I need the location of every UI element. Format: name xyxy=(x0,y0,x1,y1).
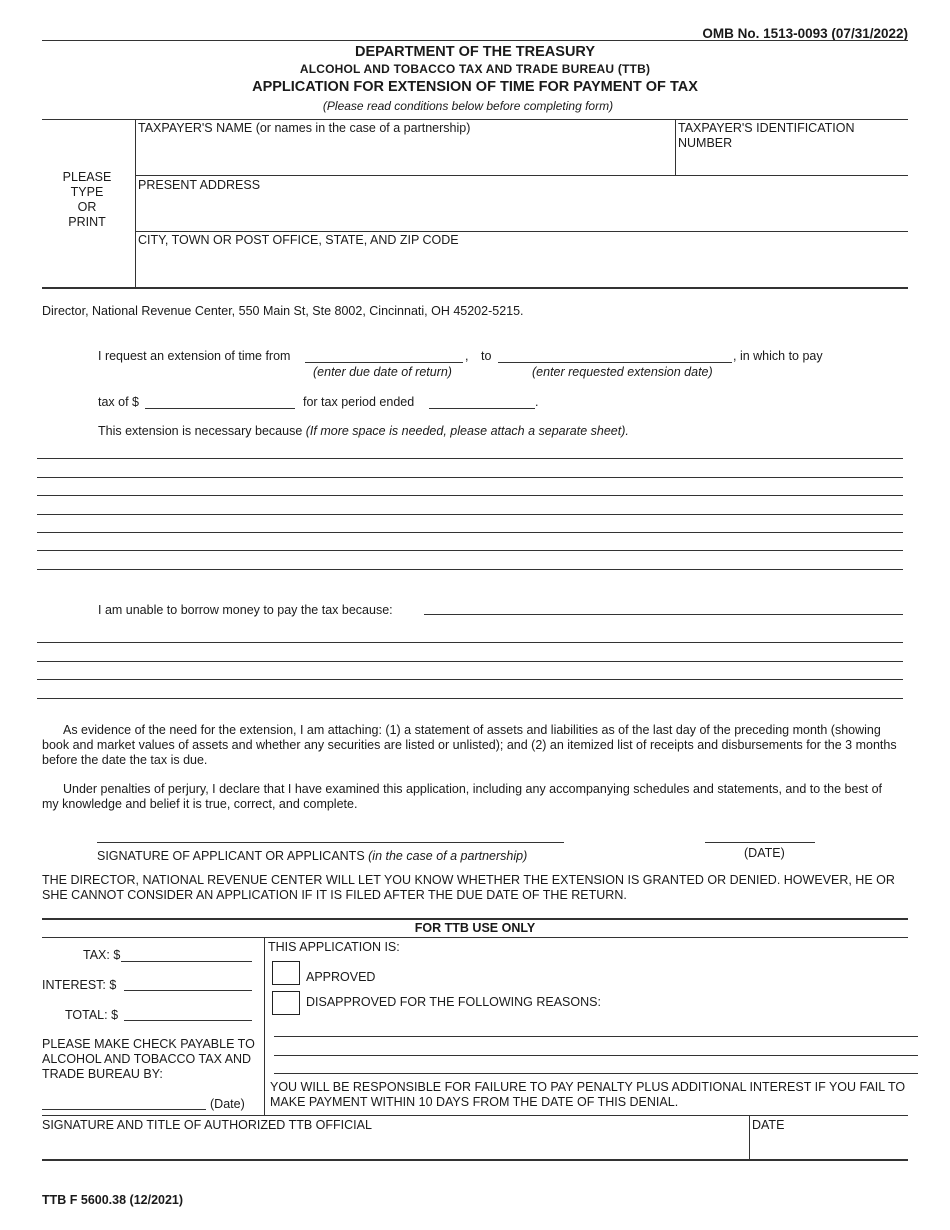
reason-line-7[interactable] xyxy=(37,569,903,570)
ttb-section-top xyxy=(42,918,908,920)
form-title: APPLICATION FOR EXTENSION OF TIME FOR PAYMENT OF TAX xyxy=(252,79,698,95)
tax-of-label: tax of $ xyxy=(98,395,139,409)
borrow-label: I am unable to borrow money to pay the tax because: xyxy=(98,603,393,617)
please-type-line-2: TYPE xyxy=(70,185,104,199)
form-subtitle: (Please read conditions below before completing form) xyxy=(322,99,614,113)
ttb-interest-label: INTEREST: $ xyxy=(42,978,117,992)
request-comma: , xyxy=(465,349,469,363)
taxpayer-name-label: TAXPAYER'S NAME (or names in the case of a partnership) xyxy=(138,121,471,135)
city-state-zip-field[interactable] xyxy=(138,250,904,284)
please-type-or-print xyxy=(42,170,132,230)
applicant-date-field[interactable] xyxy=(705,842,815,843)
reason-line-6[interactable] xyxy=(37,550,903,551)
perjury-paragraph: Under penalties of perjury, I declare that I have examined this application, including any accompanying schedules and statements, and to the best of my knowledge and belief it is true, correct, and complete. xyxy=(42,782,883,811)
city-state-zip-label: CITY, TOWN OR POST OFFICE, STATE, AND ZIP CODE xyxy=(138,233,459,247)
taxpayer-box-divider xyxy=(135,119,136,287)
borrow-line-4[interactable] xyxy=(37,679,903,680)
taxpayer-box-bottom xyxy=(42,287,908,289)
disapproval-reason-line-2[interactable] xyxy=(274,1055,918,1056)
please-type-line-3: OR xyxy=(77,200,97,214)
reason-line-5[interactable] xyxy=(37,532,903,533)
borrow-line-5[interactable] xyxy=(37,698,903,699)
official-date-divider xyxy=(749,1115,750,1159)
official-signature-label: SIGNATURE AND TITLE OF AUTHORIZED TTB OFFICIAL xyxy=(42,1118,372,1132)
please-type-line-4: PRINT xyxy=(68,215,106,229)
request-suffix: , in which to pay xyxy=(733,349,823,363)
ttb-payable-date-field[interactable] xyxy=(42,1109,206,1110)
reason-line-1[interactable] xyxy=(37,458,903,459)
ttb-payable-date-label: (Date) xyxy=(210,1097,245,1111)
taxpayer-box-top xyxy=(42,119,908,120)
ttb-interest-field[interactable] xyxy=(124,990,252,991)
tax-period-label: for tax period ended xyxy=(303,395,415,409)
department-heading: DEPARTMENT OF THE TREASURY xyxy=(354,44,596,60)
present-address-field[interactable] xyxy=(138,195,904,228)
borrow-line-2[interactable] xyxy=(37,642,903,643)
tax-period-period: . xyxy=(535,395,539,409)
director-address: Director, National Revenue Center, 550 Main St, Ste 8002, Cincinnati, OH 45202-5215. xyxy=(42,304,524,318)
address-row-bottom xyxy=(135,231,908,232)
disapproved-label: DISAPPROVED FOR THE FOLLOWING REASONS: xyxy=(306,995,601,1009)
extension-date-field[interactable] xyxy=(498,362,732,363)
borrow-line-1[interactable] xyxy=(424,614,903,615)
ttb-use-heading: FOR TTB USE ONLY xyxy=(414,921,536,935)
application-is-label: THIS APPLICATION IS: xyxy=(268,940,400,954)
approved-checkbox[interactable] xyxy=(272,961,300,985)
ttb-tax-field[interactable] xyxy=(121,961,252,962)
official-date-label: DATE xyxy=(752,1118,785,1132)
official-row-top xyxy=(42,1115,908,1116)
ttb-check-payable: PLEASE MAKE CHECK PAYABLE TO ALCOHOL AND TOBACCO TAX AND TRADE BUREAU BY: xyxy=(42,1037,255,1081)
form-number: TTB F 5600.38 (12/2021) xyxy=(42,1193,184,1207)
official-signature-field[interactable] xyxy=(42,1134,742,1158)
applicant-date-label: (DATE) xyxy=(744,846,785,860)
taxpayer-id-divider xyxy=(675,119,676,175)
due-date-field[interactable] xyxy=(305,362,463,363)
applicant-signature-field[interactable] xyxy=(97,842,564,843)
tax-period-field[interactable] xyxy=(429,408,535,409)
necessary-because xyxy=(98,424,629,438)
ttb-total-field[interactable] xyxy=(124,1020,252,1021)
disapproved-checkbox[interactable] xyxy=(272,991,300,1015)
borrow-line-3[interactable] xyxy=(37,661,903,662)
present-address-label: PRESENT ADDRESS xyxy=(138,178,261,192)
taxpayer-id-label-line-2: NUMBER xyxy=(678,136,733,150)
reason-line-4[interactable] xyxy=(37,514,903,515)
official-date-field[interactable] xyxy=(752,1134,904,1158)
please-type-line-1: PLEASE xyxy=(62,170,112,184)
evidence-paragraph: As evidence of the need for the extension, I am attaching: (1) a statement of assets and liabilities as of the last day of the preceding month (showing book and market values of assets and whether any securities are listed or unlisted); and (2) an itemized list of receipts and disbursements for the 3 months before the date the tax is due. xyxy=(42,723,897,767)
omb-number: OMB No. 1513-0093 (07/31/2022) xyxy=(702,26,908,41)
applicant-signature-text: SIGNATURE OF APPLICANT OR APPLICANTS xyxy=(97,849,369,863)
taxpayer-id-field[interactable] xyxy=(678,153,904,173)
official-row-bottom xyxy=(42,1159,908,1161)
due-date-hint: (enter due date of return) xyxy=(313,365,452,379)
ttb-tax-label: TAX: $ xyxy=(83,948,121,962)
necessary-hint: (If more space is needed, please attach a separate sheet). xyxy=(305,424,629,438)
ttb-heading-bottom xyxy=(42,937,908,938)
applicant-signature-hint: (in the case of a partnership) xyxy=(368,849,528,863)
extension-date-hint: (enter requested extension date) xyxy=(532,365,713,379)
disapproval-reason-line-3[interactable] xyxy=(274,1073,918,1074)
reason-line-3[interactable] xyxy=(37,495,903,496)
approved-label: APPROVED xyxy=(306,970,376,984)
bureau-heading: ALCOHOL AND TOBACCO TAX AND TRADE BUREAU (TTB) xyxy=(299,62,651,76)
header-rule xyxy=(42,40,908,41)
taxpayer-name-field[interactable] xyxy=(138,138,670,172)
tax-amount-field[interactable] xyxy=(145,408,295,409)
ttb-column-divider xyxy=(264,937,265,1115)
penalty-notice: YOU WILL BE RESPONSIBLE FOR FAILURE TO PAY PENALTY PLUS ADDITIONAL INTEREST IF YOU FAIL TO MAKE PAYMENT WITHIN 10 DAYS FROM THE DATE OF THIS DENIAL. xyxy=(270,1080,906,1109)
reason-line-2[interactable] xyxy=(37,477,903,478)
disapproval-reason-line-1[interactable] xyxy=(274,1036,918,1037)
taxpayer-id-label-line-1: TAXPAYER'S IDENTIFICATION xyxy=(678,121,855,135)
taxpayer-id-label xyxy=(678,121,854,151)
request-prefix: I request an extension of time from xyxy=(98,349,291,363)
necessary-prefix: This extension is necessary because xyxy=(98,424,306,438)
ttb-total-label: TOTAL: $ xyxy=(65,1008,119,1022)
request-to: to xyxy=(481,349,492,363)
director-notice: THE DIRECTOR, NATIONAL REVENUE CENTER WILL LET YOU KNOW WHETHER THE EXTENSION IS GRANTED OR DENIED. HOWEVER, HE OR SHE CANNOT CONSIDER AN APPLICATION IF IT IS FILED AFTER THE DUE DATE OF THE RETURN. xyxy=(42,873,895,902)
name-row-bottom xyxy=(135,175,908,176)
applicant-signature-label xyxy=(97,849,527,863)
